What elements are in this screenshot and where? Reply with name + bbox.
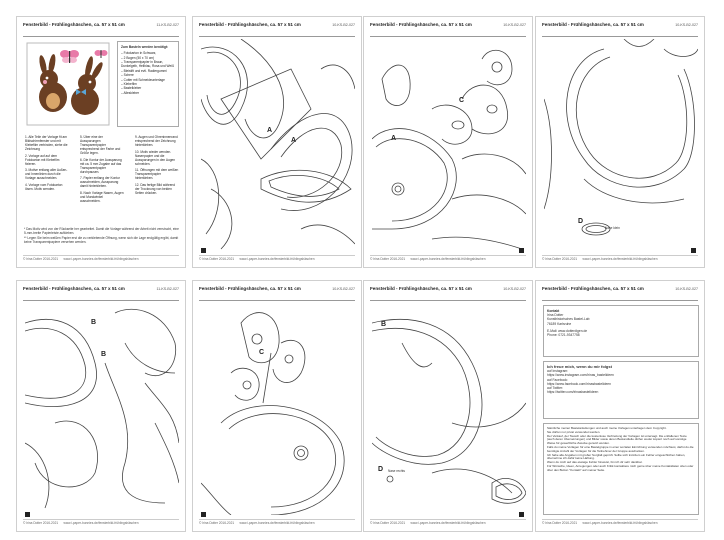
page-title: Fensterbild - Frühlingshäschen, ca. 57 x 51 cm xyxy=(542,286,644,291)
page-footer xyxy=(370,255,526,263)
page-header xyxy=(542,284,698,301)
caption-nase-klein: Nase klein xyxy=(605,226,620,230)
instruction-step: 7. Papier entlang der Kontur ausschneiden, Aussparung damit hinterkleben. xyxy=(80,176,120,188)
social-label: auf Facebook: xyxy=(547,377,568,382)
page-2 xyxy=(192,16,362,268)
legal-text: Wenn du mich auf das etwaige Fehler hinweist, bin ich dir sehr dankbar. xyxy=(547,460,643,465)
material-item: – Bastelkleber xyxy=(121,86,175,90)
legal-text: Falls du meine Vorlagen für eine Bastelgruppe in einer sozialen Einrichtung verwenden möchtest, darfst du die benötigte Anzahl der Vorlagen für die Teilnehmer der Gruppe ausdrucken. xyxy=(547,444,694,453)
instagram-link[interactable]: https://www.instagram.com/irinas_bastelideen xyxy=(547,373,614,378)
product-code: 10-KS-B2-027 xyxy=(503,22,526,27)
instruction-step: 8. Nach Vorlage Nasen, Augen und Mundwinkel ausschneiden. xyxy=(80,190,124,203)
label-d: D xyxy=(578,218,584,225)
product-code: 10-KS-B2-027 xyxy=(675,22,698,27)
footer-url: www.i-paper-bunnies.de/fensterbild-frühlingshäschen xyxy=(239,521,315,525)
label-a: A xyxy=(267,127,273,134)
page-footer xyxy=(23,519,179,527)
page-header xyxy=(199,284,355,301)
page-title: Fensterbild - Frühlingshäschen, ca. 57 x 51 cm xyxy=(23,286,125,291)
material-item: – Fotokarton in Schwarz, xyxy=(121,51,175,55)
instruction-step: 2. Vorlage auf auf dem Fotokarton mit Klebefilm fixieren. xyxy=(25,153,60,166)
page-footer xyxy=(199,255,355,263)
facebook-link[interactable]: https://www.facebook.com/irinasbastelideen xyxy=(547,381,611,386)
material-item: – 2 Bogen (50 x 70 cm) xyxy=(121,56,175,60)
material-item: – Transparentpapier in Braun, Dunkelgelb, Hellblau, Rosa und Weiß xyxy=(121,60,175,69)
butterfly-icon xyxy=(60,50,79,63)
page-title: Fensterbild - Frühlingshäschen, ca. 57 x 51 cm xyxy=(199,286,301,291)
label-b: B xyxy=(91,319,97,326)
legal-text: Der Verkauf, der Tausch oder die kostenlose Verbreitung der Vorlagen ist untersagt. Die entfallenen Texte (auch deren Übersetzungen) und Bilder sowie deren Bestandteile dürfen weder kopiert noch auf sonstige Weise für gewerbliche Zwecke genutzt werden. xyxy=(547,433,687,446)
contact-line: Kunsthistorisches Bastel-Lab xyxy=(547,317,590,322)
page-title: Fensterbild - Frühlingshäschen, ca. 57 x 51 cm xyxy=(23,22,125,27)
contact-line: 76189 Karlsruhe xyxy=(547,321,572,326)
materials-box xyxy=(117,41,179,127)
social-box xyxy=(543,361,699,419)
label-c: C xyxy=(459,97,465,104)
label-d: D xyxy=(378,466,384,473)
twitter-link[interactable]: https://twitter.com/irinasbastelideen xyxy=(547,390,599,395)
social-label: auf Twitter: xyxy=(547,386,564,391)
page-footer xyxy=(542,255,698,263)
label-a: A xyxy=(291,137,297,144)
page-7 xyxy=(363,280,533,532)
legal-text: Für Wünsche, Ideen, Anregungen oder auch Kritik kontaktiere mich gerne über meine Kontaktdaten oben oder über den Button "Kontakt" auf meiner Seite. xyxy=(547,463,694,472)
page-5 xyxy=(16,280,186,532)
crop-mark xyxy=(201,248,206,253)
instruction-step: 9. Augen und Ohreninnenrand entsprechend der Zeichnung hinterkleben. xyxy=(135,135,178,147)
copyright-text: © Irina Dotter 2016-2021 xyxy=(23,257,59,261)
crop-mark xyxy=(519,512,524,517)
material-item: – Schere xyxy=(121,73,175,77)
copyright-text: © Irina Dotter 2016-2021 xyxy=(199,521,235,525)
instruction-step: 4. Vorlage vom Fotokarton lösen. Motiv wenden. xyxy=(25,182,63,191)
page-header xyxy=(23,20,179,37)
product-code: 10-KS-B2-027 xyxy=(503,286,526,291)
page-header xyxy=(23,284,179,301)
instructions-col-3 xyxy=(135,135,179,197)
product-code: 10-KS-B2-027 xyxy=(332,286,355,291)
instruction-step: 11. Öffnungen mit dem weißen Transparentpapier hinterkleben. xyxy=(135,168,179,180)
template-outline-d xyxy=(544,39,698,251)
template-outline-a xyxy=(201,39,355,251)
product-code: 10-KS-B2-027 xyxy=(675,286,698,291)
crop-mark xyxy=(519,248,524,253)
page-8 xyxy=(535,280,705,532)
page-header xyxy=(370,284,526,301)
social-label: auf Instagram: xyxy=(547,369,569,374)
contact-box xyxy=(543,305,699,357)
page-title: Fensterbild - Frühlingshäschen, ca. 57 x 51 cm xyxy=(542,22,644,27)
contact-line: Irina Dotter xyxy=(547,313,564,318)
page-1 xyxy=(16,16,186,268)
contact-phone: Phone: 0721-9347758 xyxy=(547,333,580,338)
instruction-step: 5. Über eine der Aussparungen Transparentpapier entsprechend der Farbe und Größe legen. xyxy=(80,135,121,155)
page-footer xyxy=(542,519,698,527)
page-title: Fensterbild - Frühlingshäschen, ca. 57 x 51 cm xyxy=(370,22,472,27)
template-outline-bd xyxy=(372,303,526,515)
footer-url: www.i-paper-bunnies.de/fensterbild-frühlingshäschen xyxy=(239,257,315,261)
legal-box xyxy=(543,423,699,515)
page-footer xyxy=(370,519,526,527)
copyright-text: © Irina Dotter 2016-2021 xyxy=(542,257,578,261)
materials-title: Zum Basteln werden benötigt: xyxy=(121,45,169,49)
caption-nase-rechts: Nase rechts xyxy=(388,469,406,473)
footer-url: www.i-paper-bunnies.de/fensterbild-frühlingshäschen xyxy=(63,257,139,261)
material-item: – Cutter mit Schneideunterlage xyxy=(121,78,175,82)
copyright-text: © Irina Dotter 2016-2021 xyxy=(199,257,235,261)
materials-list xyxy=(121,51,175,95)
page-4 xyxy=(535,16,705,268)
product-code: 11-KS-B2-027 xyxy=(156,286,179,291)
page-3 xyxy=(363,16,533,268)
contact-email: E-Mail: www.dotterdigen.de xyxy=(547,328,588,333)
instructions-col-2 xyxy=(80,135,124,205)
label-b: B xyxy=(381,321,387,328)
page-footer xyxy=(199,519,355,527)
instruction-step: 12. Das fertige Bild während der Trocknung von beiden Seiten drücken. xyxy=(135,182,176,195)
product-code: 11-KS-B2-027 xyxy=(156,22,179,27)
page-header xyxy=(199,20,355,37)
page-footer xyxy=(23,255,179,263)
template-outline-c xyxy=(201,303,355,515)
template-outline-ac xyxy=(372,39,526,251)
copyright-text: © Irina Dotter 2016-2021 xyxy=(370,257,406,261)
bunny-preview-image xyxy=(25,41,111,127)
social-title: Ich freue mich, wenn du mir folgst xyxy=(547,364,612,369)
copyright-text: © Irina Dotter 2016-2021 xyxy=(370,521,406,525)
instruction-notes xyxy=(24,227,180,245)
page-header xyxy=(542,20,698,37)
template-outline-b xyxy=(25,303,179,515)
note-text: * Das Motiv wird von der Rückseite her gearbeitet. Damit die Vorlage während der Arbeit nicht verrutscht, eine 5-mm-breite Papierleiste aufkleben. xyxy=(24,227,179,236)
legal-text: Sämtliche meiner Bastelanleitungen und auch meine Vorlagen unterliegen dem Copyright. xyxy=(547,426,667,430)
footer-url: www.i-paper-bunnies.de/fensterbild-frühlingshäschen xyxy=(63,521,139,525)
footer-url: www.i-paper-bunnies.de/fensterbild-frühlingshäschen xyxy=(410,257,486,261)
instructions-col-1 xyxy=(25,135,69,193)
footer-url: www.i-paper-bunnies.de/fensterbild-frühlingshäschen xyxy=(582,257,658,261)
page-title: Fensterbild - Frühlingshäschen, ca. 57 x 51 cm xyxy=(199,22,301,27)
label-b: B xyxy=(101,351,107,358)
page-6 xyxy=(192,280,362,532)
product-code: 10-KS-B2-027 xyxy=(332,22,355,27)
page-title: Fensterbild - Frühlingshäschen, ca. 57 x 51 cm xyxy=(370,286,472,291)
crop-mark xyxy=(25,512,30,517)
copyright-text: © Irina Dotter 2016-2021 xyxy=(542,521,578,525)
material-item: – Alleskleber xyxy=(121,91,175,95)
label-c: C xyxy=(259,349,265,356)
legal-text: Ich habe alle Angaben mit großer Sorgfalt geprüft. Sollte sich trotzdem ein Fehler eingeschlichen haben, übernehme ich dafür keine Haftung. xyxy=(547,452,686,461)
material-item: – Klebefilm xyxy=(121,82,175,86)
crop-mark xyxy=(691,248,696,253)
copyright-text: © Irina Dotter 2016-2021 xyxy=(23,521,59,525)
instruction-step: 6. Die Kontur der Aussparung mit ca. 5 mm Zugabe auf das Transparentpapier durchpausen. xyxy=(80,157,122,174)
legal-text: Sie dürfen nur privat verwendet werden. xyxy=(547,429,601,434)
footer-url: www.i-paper-bunnies.de/fensterbild-frühlingshäschen xyxy=(410,521,486,525)
footer-url: www.i-paper-bunnies.de/fensterbild-frühlingshäschen xyxy=(582,521,658,525)
crop-mark xyxy=(201,512,206,517)
note-text: ** Legen Sie beim weißen Papier erst die zu verklebende Öffnung, wenn sich die Lage endgültig ergibt, damit keine Transparentpapiere versehen werden. xyxy=(24,236,179,245)
instruction-step: 10. Motiv wieder wenden. Nasenpapier und die Aussparungen in den Augen schneiden. xyxy=(135,149,176,166)
material-item: – Bleistift und evtl. Radiergummi xyxy=(121,69,175,73)
instruction-step: 1. Alle Teile der Vorlage fit am Bildschirmfenster und mit Klebefilm verbinden, siehe die Zeichnung xyxy=(25,135,68,151)
label-a: A xyxy=(391,135,397,142)
page-header xyxy=(370,20,526,37)
contact-title: Kontakt xyxy=(547,309,560,313)
instruction-step: 3. Motive entlang aller Außen- und Innenlinien durch die Vorlage ausschneiden. xyxy=(25,168,68,180)
